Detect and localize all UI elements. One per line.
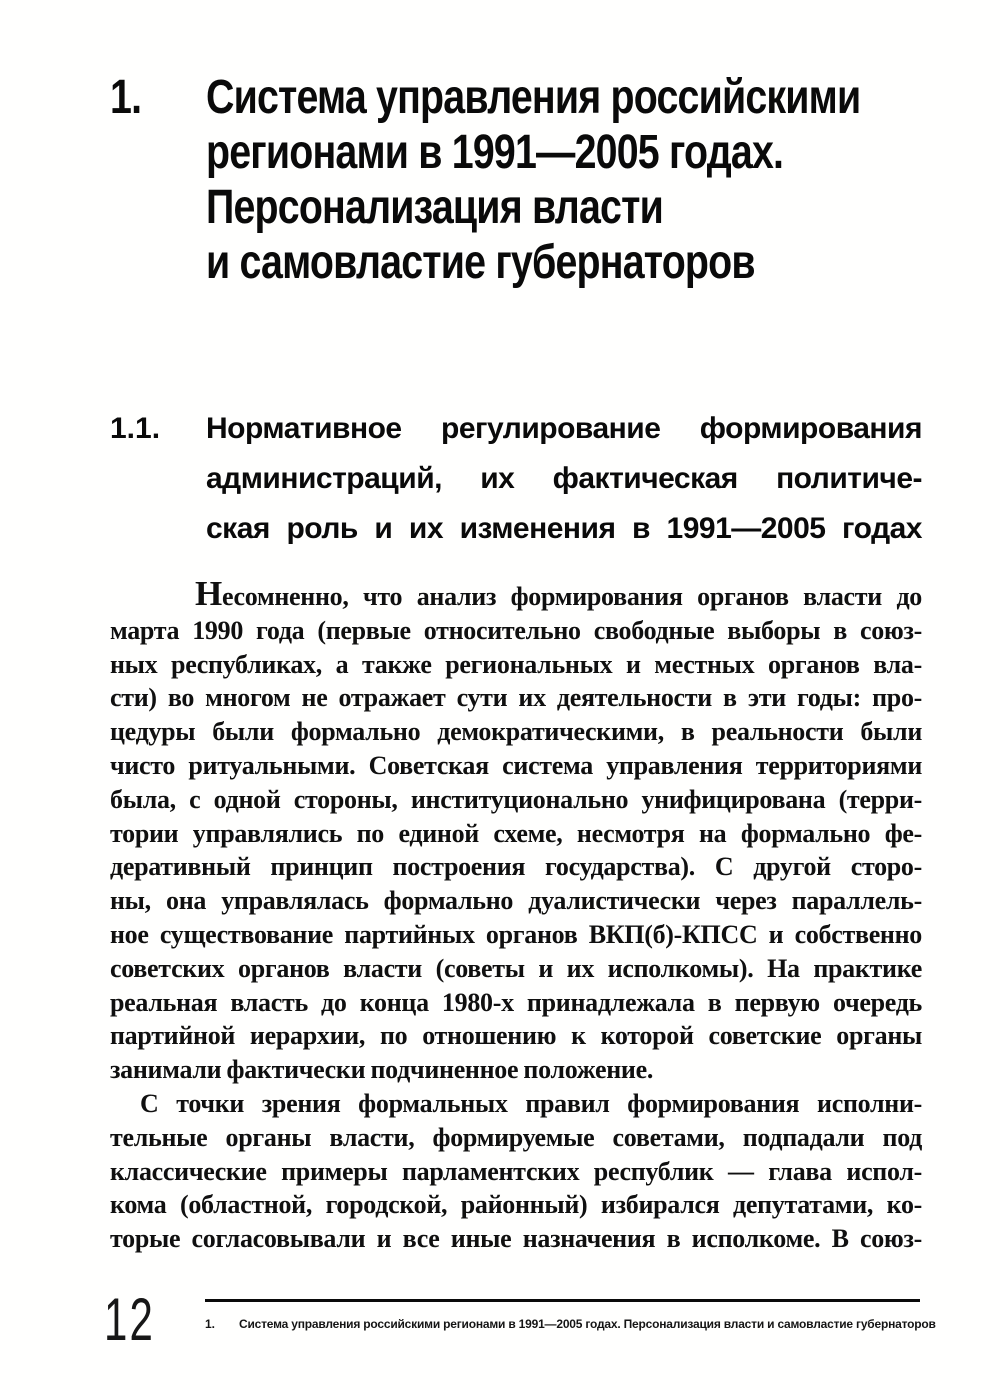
text-line: ны, она управлялась формально дуалистически через параллель- bbox=[110, 886, 922, 916]
text-line: администраций, их фактическая политиче- bbox=[206, 462, 922, 495]
text-line: кома (областной, городской, районный) избирался депутатами, ко- bbox=[110, 1190, 922, 1220]
text-line: Персонализация власти bbox=[206, 181, 663, 234]
text-line: реальная власть до конца 1980-х принадлежала в первую очередь bbox=[110, 987, 922, 1017]
text-line: тории управлялись по единой схеме, несмотря на формально фе- bbox=[110, 818, 922, 848]
text-line: торые согласовывали и все иные назначения в исполкоме. В союз- bbox=[110, 1224, 922, 1254]
section-number: 1.1. bbox=[110, 412, 161, 445]
running-chapter-number: 1. bbox=[205, 1317, 216, 1331]
body-text bbox=[110, 576, 922, 1256]
drop-initial: Н bbox=[195, 574, 222, 613]
chapter-heading bbox=[110, 70, 922, 290]
section-title bbox=[206, 404, 922, 554]
text-line: советских органов власти (советы и их исполкомы). На практике bbox=[110, 953, 922, 983]
paragraph-2 bbox=[110, 1087, 922, 1256]
text-line: занимали фактически подчиненное положение. bbox=[110, 1055, 654, 1085]
paragraph-1 bbox=[110, 576, 922, 1087]
text-line: ное существование партийных органов ВКП(б)-КПСС и собственно bbox=[110, 919, 922, 949]
text-line: С точки зрения формальных правил формирования исполни- bbox=[140, 1088, 922, 1118]
text-line: ская роль и их изменения в 1991—2005 годах bbox=[206, 512, 922, 545]
page-footer bbox=[104, 1286, 936, 1353]
text-line: была, с одной стороны, институционально унифицирована (терри- bbox=[110, 784, 922, 814]
text-line: сти) во многом не отражает сути их деятельности в эти годы: про- bbox=[110, 683, 922, 713]
text-line: тельные органы власти, формируемые советами, подпадали под bbox=[110, 1122, 922, 1152]
text-line: ных республиках, а также региональных и местных органов вла- bbox=[110, 649, 922, 679]
text-line: классические примеры парламентских республик — глава испол- bbox=[110, 1156, 922, 1186]
section-heading bbox=[110, 404, 922, 554]
text-line: Несомненно, что анализ формирования органов власти до bbox=[195, 574, 922, 613]
page-number: 12 bbox=[104, 1286, 155, 1353]
text-line: чисто ритуальными. Советская система управления территориями bbox=[110, 750, 922, 780]
text-line: партийной иерархии, по отношению к которой советские органы bbox=[110, 1021, 922, 1051]
text-line: марта 1990 года (первые относительно свободные выборы в союз- bbox=[110, 615, 922, 645]
chapter-title bbox=[206, 70, 922, 290]
footer-block bbox=[205, 1290, 936, 1331]
text-line: Нормативное регулирование формирования bbox=[206, 412, 922, 445]
text-line: регионами в 1991—2005 годах. bbox=[206, 126, 784, 179]
running-title-text: Система управления российскими регионами в 1991—2005 годах. Персонализация власти и самовластие губернаторов bbox=[239, 1317, 936, 1331]
text-line: цедуры были формально демократическими, в реальности были bbox=[110, 717, 922, 747]
running-title bbox=[205, 1317, 936, 1331]
footer-rule bbox=[205, 1299, 920, 1302]
chapter-number: 1. bbox=[110, 71, 142, 124]
text-line: и самовластие губернаторов bbox=[206, 236, 755, 289]
text-line: Система управления российскими bbox=[206, 71, 861, 124]
text-line: деративный принцип построения государства). С другой сторо- bbox=[110, 852, 922, 882]
